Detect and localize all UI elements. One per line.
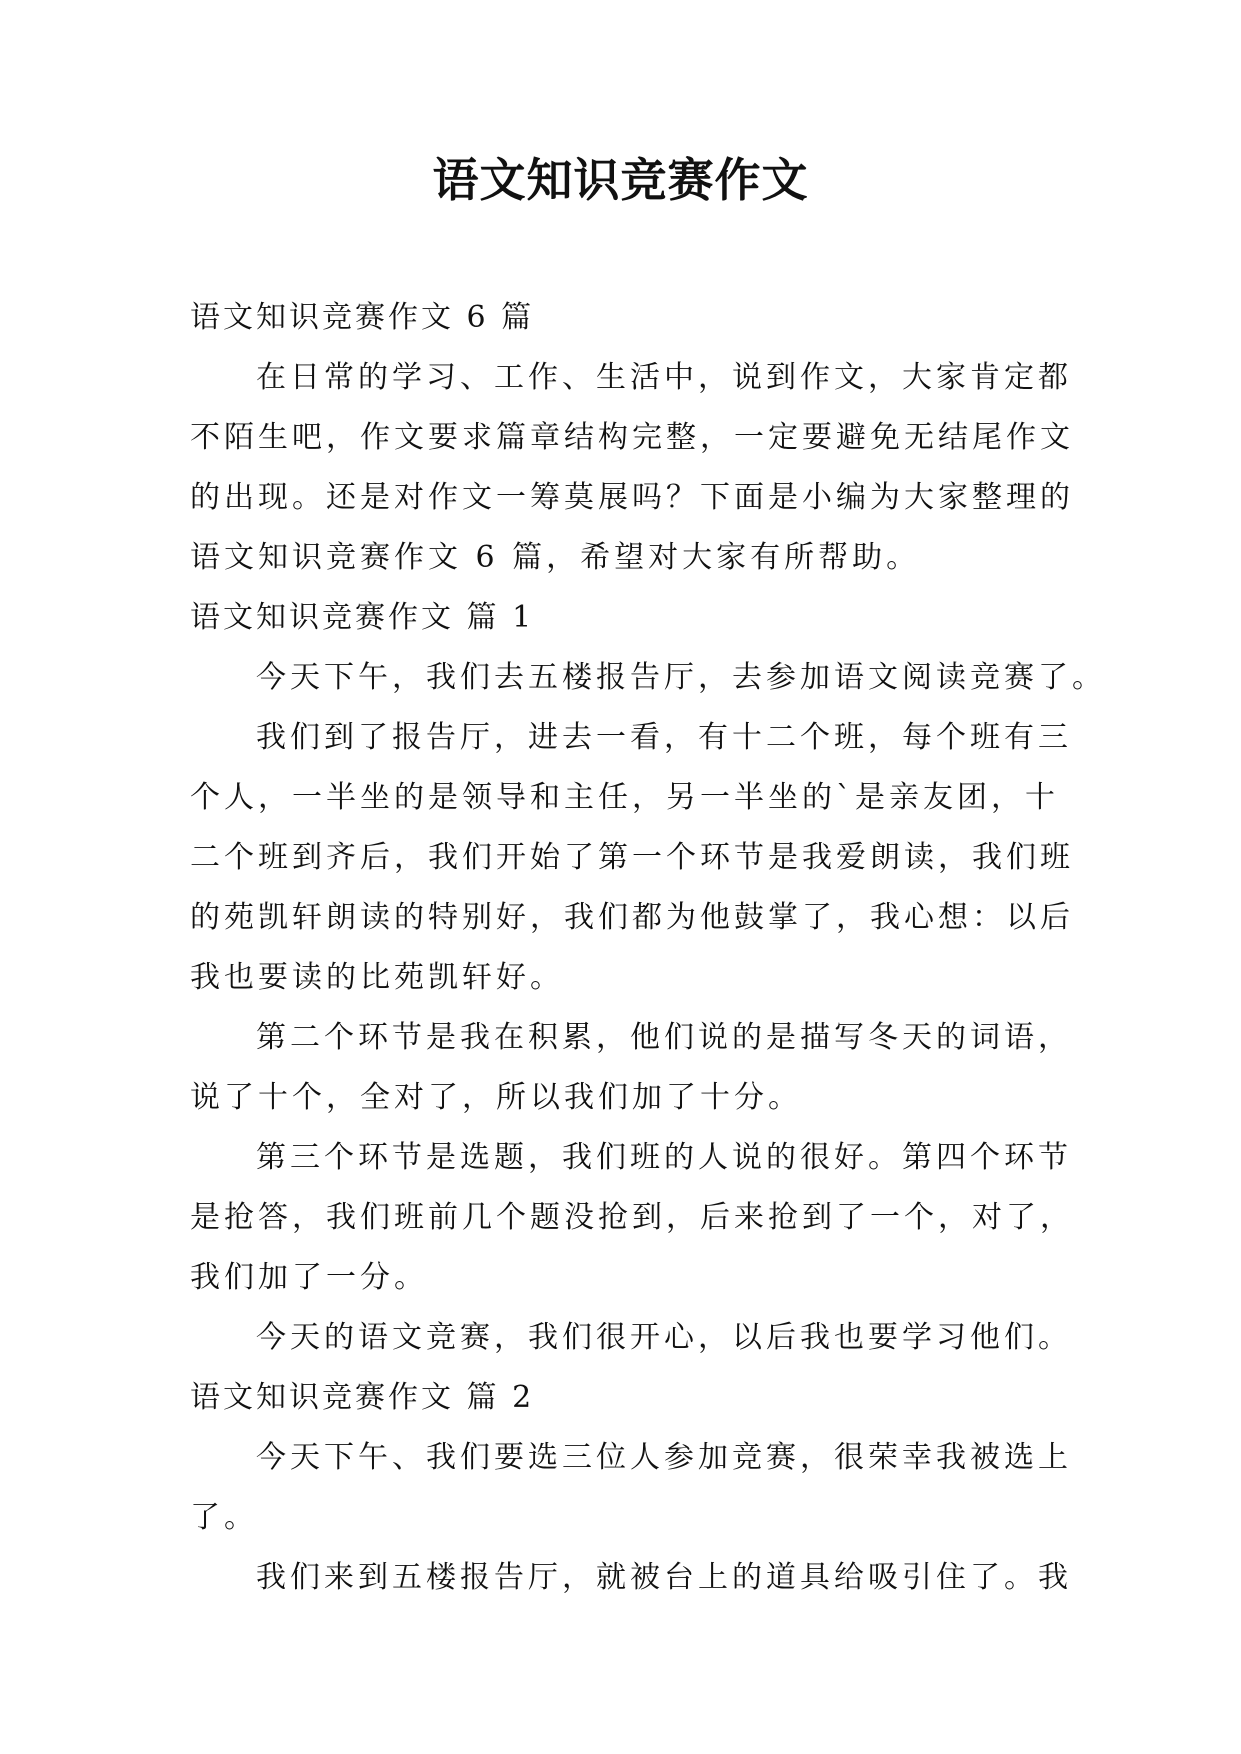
essay-paragraph-line: 今天下午、我们要选三位人参加竞赛，很荣幸我被选上 bbox=[256, 1440, 1072, 1475]
essay-paragraph-line: 说了十个，全对了，所以我们加了十分。 bbox=[190, 1080, 802, 1115]
document-title: 语文知识竞赛作文 bbox=[432, 153, 809, 207]
essay-paragraph-line: 今天的语文竞赛，我们很开心，以后我也要学习他们。 bbox=[256, 1320, 1072, 1355]
essay-paragraph-line: 个人，一半坐的是领导和主任，另一半坐的`是亲友团，十 bbox=[190, 780, 1059, 815]
essay-paragraph-line: 我们到了报告厅，进去一看，有十二个班，每个班有三 bbox=[256, 720, 1072, 755]
intro-paragraph-line: 在日常的学习、工作、生活中，说到作文，大家肯定都 bbox=[256, 360, 1072, 395]
intro-paragraph-line: 语文知识竞赛作文 6 篇，希望对大家有所帮助。 bbox=[190, 540, 921, 575]
intro-paragraph-line: 的出现。还是对作文一筹莫展吗？下面是小编为大家整理的 bbox=[190, 480, 1074, 515]
essay-paragraph-line: 二个班到齐后，我们开始了第一个环节是我爱朗读，我们班 bbox=[190, 840, 1074, 875]
essay-paragraph-line: 我也要读的比苑凯轩好。 bbox=[190, 960, 564, 995]
essay-paragraph-line: 我们来到五楼报告厅，就被台上的道具给吸引住了。我 bbox=[256, 1560, 1072, 1595]
document-body bbox=[190, 288, 1106, 1608]
subtitle-line: 语文知识竞赛作文 6 篇 bbox=[190, 300, 535, 335]
essay-paragraph-line: 第二个环节是我在积累，他们说的是描写冬天的词语， bbox=[256, 1020, 1072, 1055]
essay-paragraph-line: 了。 bbox=[190, 1500, 258, 1535]
intro-paragraph-line: 不陌生吧，作文要求篇章结构完整，一定要避免无结尾作文 bbox=[190, 420, 1074, 455]
essay-paragraph-line: 第三个环节是选题，我们班的人说的很好。第四个环节 bbox=[256, 1140, 1072, 1175]
section-heading-2: 语文知识竞赛作文 篇 2 bbox=[190, 1380, 535, 1415]
essay-paragraph-line: 的苑凯轩朗读的特别好，我们都为他鼓掌了，我心想：以后 bbox=[190, 900, 1074, 935]
essay-paragraph-line: 是抢答，我们班前几个题没抢到，后来抢到了一个，对了， bbox=[190, 1200, 1074, 1235]
essay-paragraph-line: 我们加了一分。 bbox=[190, 1260, 428, 1295]
section-heading-1: 语文知识竞赛作文 篇 1 bbox=[190, 600, 535, 635]
essay-paragraph-line: 今天下午，我们去五楼报告厅，去参加语文阅读竞赛了。 bbox=[256, 660, 1106, 695]
